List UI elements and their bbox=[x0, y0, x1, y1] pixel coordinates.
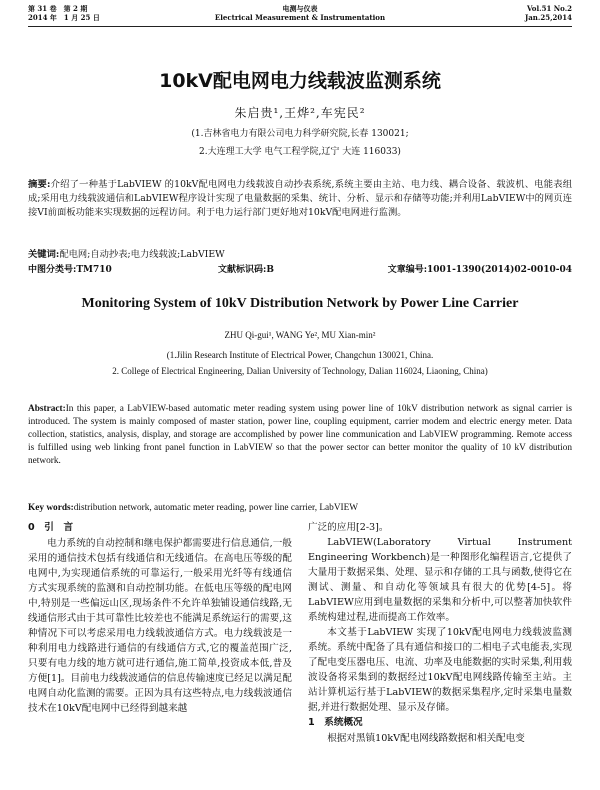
header-journal: 电测与仪表 Electrical Measurement & Instrumentation bbox=[214, 4, 386, 22]
body-column-left bbox=[28, 520, 292, 716]
page-header bbox=[28, 4, 572, 26]
authors-cn: 朱启贵¹,王烨²,车宪民² bbox=[234, 106, 366, 120]
authors-en: ZHU Qi-gui¹, WANG Ye², MU Xian-min² bbox=[224, 330, 376, 340]
keywords-cn-label: 关键词: bbox=[28, 249, 60, 260]
abstract-cn-label: 摘要: bbox=[28, 179, 51, 190]
keywords-en-label: Key words: bbox=[28, 503, 74, 513]
clc-number: 中图分类号:TM710 bbox=[28, 265, 112, 275]
abstract-en-text: In this paper, a LabVIEW-based automatic meter reading system using power line of 10kV distribution network as signal carrier is introduced. The system is mainly composed of master station, power line, coupling equipment, carrier modem and electric energy meter. Data collection, statistics, analysis, display, and storage are accomplished by power line communication and LabVIEW programming. Remote access is fulfilled using web linking front panel function in LabVIEW so that the power sector can better monitor the quality of 10 kV distribution network. bbox=[28, 404, 572, 466]
affiliation-cn-2: 2.大连理工大学 电气工程学院,辽宁 大连 116033) bbox=[199, 147, 401, 157]
paper-title-cn: 10kV配电网电力线载波监测系统 bbox=[159, 70, 441, 92]
header-rule bbox=[28, 26, 572, 27]
body-paragraph: 电力系统的自动控制和继电保护都需要进行信息通信,一般采用的通信技术包括有线通信和无线通信。在高电压等级的配电网中,为实现通信系统的可靠运行,一般采用光纤等有线通信方式实现系统的监测和自动控制功能。在低电压等级的配电网中,特别是一些偏远山区,现场条件不允许单独铺设通信线路,无线通信形式由于其可靠性比较差也不能满足系统运行的需要,这种情况下可以考虑采用电力线载波通信方式。电力线载波是一种利用电力线路进行通信的有线通信方式,它的覆盖范围广泛,只要有电力线的地方就可进行通信,施工简单,投资成本低,普及方便[1]。目前电力线载波通信的信息传输速度已经足以满足配电网自动化监测的需要。正因为具有这些特点,电力线载波通信技术在10kV配电网中已经得到越来越 bbox=[28, 538, 292, 714]
document-code: 文献标识码:B bbox=[218, 265, 274, 275]
keywords-cn bbox=[28, 246, 572, 260]
body-column-right bbox=[308, 520, 572, 746]
abstract-en-label: Abstract: bbox=[28, 404, 66, 414]
affiliation-en-2: 2. College of Electrical Engineering, Dalian University of Technology, Dalian 116024, Liaoning, China) bbox=[112, 366, 488, 376]
body-paragraph: 根据对黑镇10kV配电网线路数据和相关配电变 bbox=[327, 733, 525, 744]
abstract-cn-text: 介绍了一种基于LabVIEW 的10kV配电网电力线载波自动抄表系统,系统主要由主站、电力线、耦合设备、载波机、电能表组成;采用电力线载波通信和LabVIEW程序设计实现了电量数据的采集、统计、分析、显示和存储等功能;并利用LabVIEW中的网页连接VI前面板功能来实现数据的远程访问。利于电力运行部门更好地对10kV配电网进行监测。 bbox=[28, 179, 572, 218]
affiliation-en-1: (1.Jilin Research Institute of Electrical Power, Changchun 130021, China. bbox=[166, 350, 434, 360]
abstract-en bbox=[28, 403, 572, 468]
body-paragraph: 本文基于LabVIEW 实现了10kV配电网电力线载波监测系统。系统中配备了具有通信和接口的二相电子式电能表,实现了配电变压器电压、电流、功率及电能数据的实时采集,利用载波设备将采集到的数据经过10kV配电网线路传输至主站。主站计算机运行基于LabVIEW的数据采集程序,定时采集电量数据,并进行数据处理、显示及存储。 bbox=[308, 627, 572, 713]
paper-title-en: Monitoring System of 10kV Distribution Network by Power Line Carrier bbox=[81, 296, 519, 311]
header-volume: 第 31 卷 第 2 期 2014 年 1 月 25 日 bbox=[28, 4, 100, 22]
body-paragraph: LabVIEW(Laboratory Virtual Instrument Engineering Workbench)是一种图形化编程语言,它提供了大量用于数据采集、处理、显示和存储的工具与函数,使得它在测试、测量、和自动化等领域具有很大的优势[4-5]。将LabVIEW应用到电量数据的采集和分析中,可以整著加快软件系统构建过程,进而提高工作效率。 bbox=[308, 537, 572, 623]
keywords-en-text: distribution network, automatic meter reading, power line carrier, LabVIEW bbox=[73, 503, 359, 513]
keywords-en bbox=[28, 503, 572, 513]
article-number: 文章编号:1001-1390(2014)02-0010-04 bbox=[387, 265, 572, 275]
abstract-cn bbox=[28, 178, 572, 220]
body-paragraph: 广泛的应用[2-3]。 bbox=[308, 522, 389, 533]
affiliation-cn-1: (1.吉林省电力有限公司电力科学研究院,长春 130021; bbox=[191, 129, 409, 139]
section-0-heading: 0 引 言 bbox=[28, 522, 74, 533]
keywords-cn-text: 配电网;自动抄表;电力线载波;LabVIEW bbox=[59, 249, 225, 260]
section-1-heading: 1 系统概况 bbox=[308, 717, 363, 728]
header-volume-en: Vol.51 No.2 Jan.25,2014 bbox=[524, 4, 572, 22]
